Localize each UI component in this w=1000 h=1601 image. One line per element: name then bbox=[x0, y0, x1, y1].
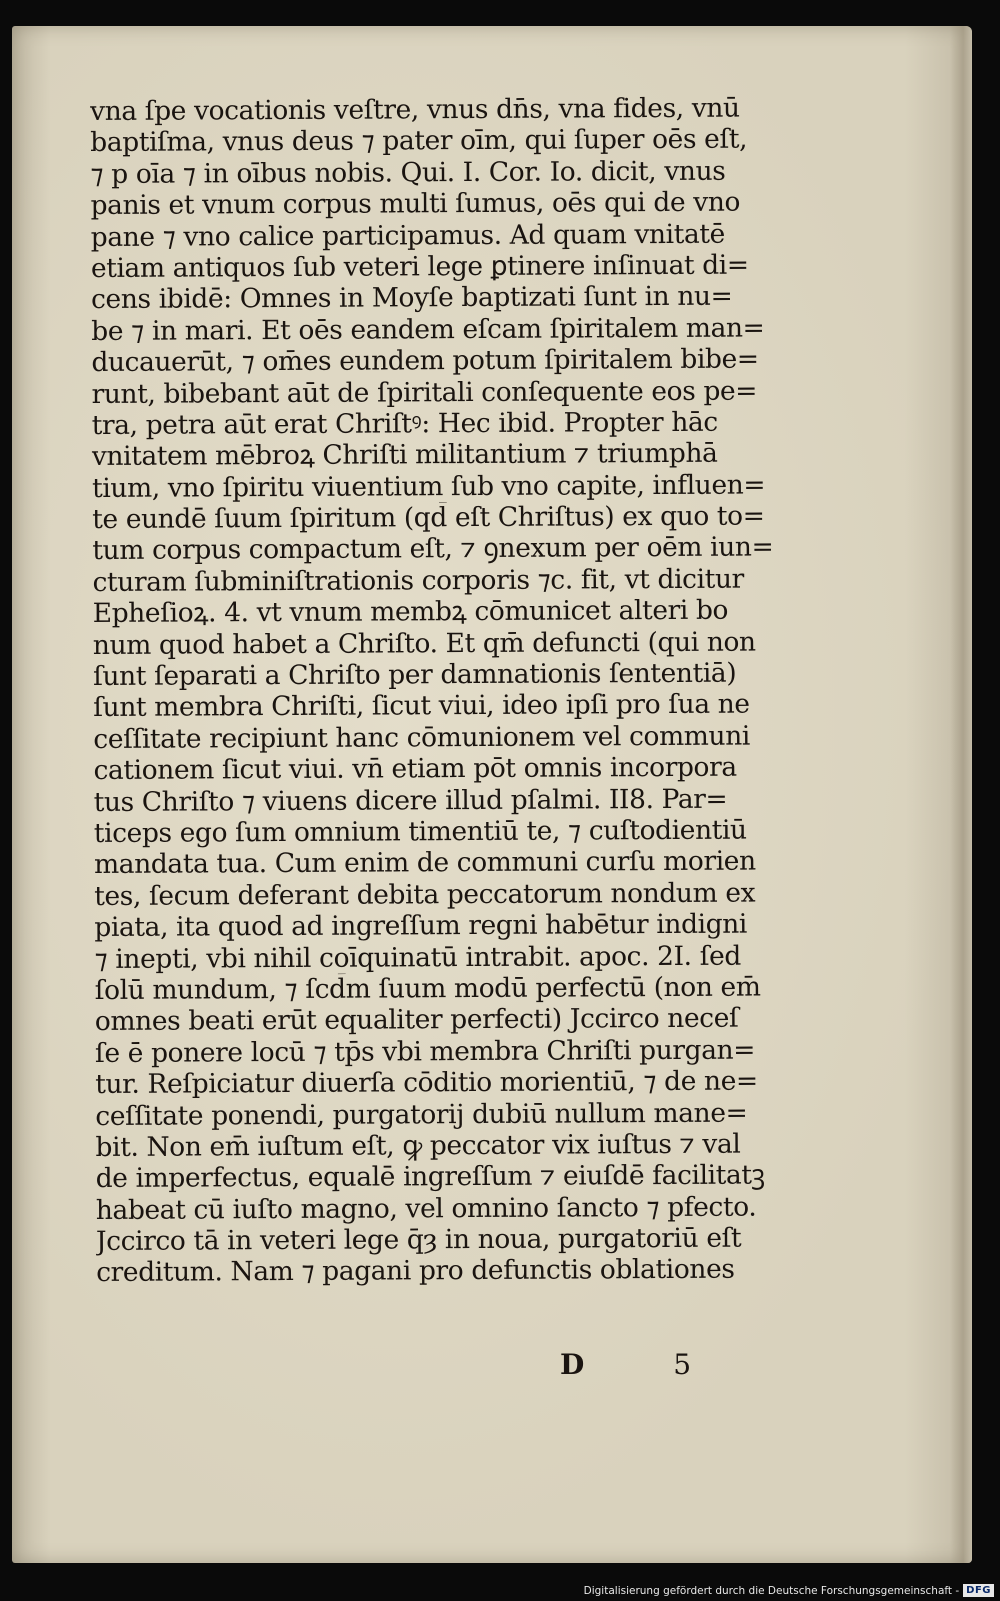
text-line: tium, vno ſpiritu viuentium ſub vno capite, influen= bbox=[91, 469, 766, 504]
text-line: Jccirco tā in veteri lege q̄ȝ in noua, purgatoriū eſt bbox=[95, 1222, 742, 1258]
signature-number: 5 bbox=[673, 1348, 692, 1381]
text-line: ſunt ſeparati a Chriſto per damnationis ſententiā) bbox=[92, 657, 737, 693]
text-line: etiam antiquos ſub veteri lege ꝑtinere inſinuat di= bbox=[90, 249, 749, 284]
signature-footer bbox=[560, 1348, 691, 1381]
text-block bbox=[90, 92, 816, 1289]
digitization-credit bbox=[584, 1584, 994, 1597]
text-line: baptiſma, vnus deus ⁊ pater oīm, qui ſuper oēs eſt, bbox=[90, 123, 748, 159]
text-line: ticeps ego ſum omnium timentiū te, ⁊ cuſtodientiū bbox=[93, 814, 747, 849]
text-line: tum corpus compactum eſt, ⁊ ꝯnexum per oēm iun= bbox=[92, 531, 774, 567]
signature-mark: D bbox=[560, 1348, 585, 1381]
text-line: ⁊ p oīa ⁊ in oībus nobis. Qui. I. Cor. Io. dicit, vnus bbox=[90, 155, 726, 190]
dfg-logo: DFG bbox=[963, 1584, 994, 1597]
text-line: vnitatem mēbroꝝ Chriſti militantium ⁊ triumphā bbox=[91, 438, 718, 473]
text-line: ceſſitate ponendi, purgatorij dubiū nullum mane= bbox=[95, 1097, 748, 1132]
text-line: cens ibidē: Omnes in Moyſe baptizati ſunt in nu= bbox=[90, 280, 733, 316]
page-edge bbox=[950, 26, 972, 1563]
text-line: vna ſpe vocationis veſtre, vnus dn̄s, vna fides, vnū bbox=[90, 92, 740, 127]
credit-text: Digitalisierung gefördert durch die Deutsche Forschungsgemeinschaft - bbox=[583, 1584, 960, 1597]
text-line: te eundē ſuum ſpiritum (qd̄ eſt Chriſtus) ex quo to= bbox=[92, 500, 765, 536]
text-line: piata, ita quod ad ingreſſum regni habētur indigni bbox=[94, 908, 748, 944]
text-line: tra, petra aūt erat Chriſtꝰ: Hec ibid. Propter hāc bbox=[91, 406, 718, 441]
text-line: runt, bibebant aūt de ſpiritali conſequente eos pe= bbox=[91, 375, 758, 410]
text-line: ſe ē ponere locū ⁊ tp̄s vbi membra Chriſti purgan= bbox=[94, 1034, 756, 1069]
text-line: cturam ſubminiſtrationis corporis ⁊c. fit, vt dicitur bbox=[92, 563, 744, 598]
text-line: ⁊ inepti, vbi nihil coīquinatū intrabit. apoc. 2I. ſed bbox=[94, 940, 741, 975]
text-line: be ⁊ in mari. Et oēs eandem eſcam ſpiritalem man= bbox=[91, 312, 765, 347]
text-line: mandata tua. Cum enim de communi curſu morien bbox=[93, 845, 756, 881]
text-line: bit. Non em̄ iuſtum eſt, ꝙ peccator vix iuſtus ⁊ val bbox=[95, 1128, 741, 1163]
text-line: tes, ſecum deferant debita peccatorum nondum ex bbox=[94, 877, 756, 912]
text-line: de imperfectus, equalē ingreſſum ⁊ eiuſdē facilitatꝫ bbox=[95, 1159, 765, 1195]
text-line: pane ⁊ vno calice participamus. Ad quam vnitatē bbox=[90, 218, 725, 253]
text-line: tur. Reſpiciatur diuerſa cōditio morientiū, ⁊ de ne= bbox=[95, 1065, 758, 1101]
text-line: cationem ſicut viui. vn̄ etiam pōt omnis incorpora bbox=[93, 751, 737, 787]
text-line: ſolū mundum, ⁊ ſcd̄m ſuum modū perfectū (non em̄ bbox=[94, 971, 761, 1006]
text-line: tus Chriſto ⁊ viuens dicere illud pſalmi. II8. Par= bbox=[93, 783, 728, 818]
text-line: ducauerūt, ⁊ om̄es eundem potum ſpiritalem bibe= bbox=[91, 343, 759, 379]
text-line: habeat cū iuſto magno, vel omnino ſancto ⁊ pfecto. bbox=[95, 1191, 757, 1226]
text-line: ceſſitate recipiunt hanc cōmunionem vel communi bbox=[93, 720, 750, 755]
text-line: num quod habet a Chriſto. Et qm̄ defuncti (qui non bbox=[92, 626, 756, 661]
text-line: creditum. Nam ⁊ pagani pro defunctis oblationes bbox=[96, 1254, 735, 1289]
text-line: omnes beati erūt equaliter perfecti) Jccirco neceſ bbox=[94, 1002, 739, 1038]
text-line: panis et vnum corpus multi ſumus, oēs qui de vno bbox=[90, 186, 741, 222]
text-line: ſunt membra Chriſti, ſicut viui, ideo ipſi pro ſua ne bbox=[93, 688, 750, 724]
text-line: Epheſioꝝ. 4. vt vnum membꝝ cōmunicet alteri bo bbox=[92, 594, 729, 630]
